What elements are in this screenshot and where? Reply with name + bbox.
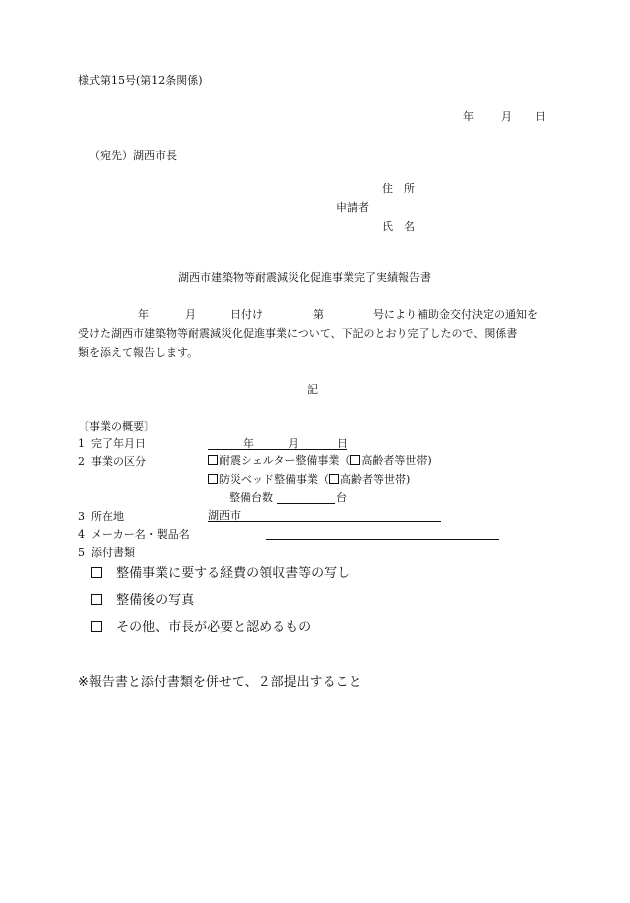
date-day: 日	[535, 110, 546, 123]
item5-label: 添付書類	[91, 546, 135, 559]
count-unit: 台	[336, 491, 347, 504]
attachment-item-1	[91, 567, 350, 580]
attachment-label-1: 整備事業に要する経費の領収書等の写し	[116, 566, 351, 581]
document-title: 湖西市建築物等耐震減災化促進事業完了実績報告書	[178, 271, 431, 284]
overview-heading: 〔事業の概要〕	[78, 420, 155, 433]
attachment-item-2	[91, 594, 194, 607]
count-field[interactable]	[277, 491, 335, 504]
submission-note: ※報告書と添付書類を併せて、２部提出すること	[78, 675, 362, 690]
item3-number: 3	[78, 510, 85, 523]
item4-number: 4	[78, 528, 85, 541]
attachment-checkbox-1[interactable]	[91, 567, 102, 578]
bed-elderly-checkbox[interactable]	[329, 474, 339, 484]
shelter-elderly-label: 高齢者等世帯)	[361, 454, 432, 467]
attachment-item-3	[91, 621, 311, 634]
shelter-label: 耐震シェルター整備事業	[219, 454, 340, 467]
address-label: 住 所	[382, 182, 415, 195]
category-option2	[208, 474, 410, 485]
completion-day: 日	[337, 437, 348, 450]
addressee: （宛先）湖西市長	[89, 149, 177, 162]
attachment-label-2: 整備後の写真	[116, 593, 195, 608]
maker-field[interactable]	[266, 527, 499, 540]
intro-line2: 受けた湖西市建築物等耐震減災化促進事業について、下記のとおり完了したので、関係書	[78, 327, 518, 340]
item1-number: 1	[78, 437, 85, 450]
item3-label: 所在地	[91, 510, 124, 523]
intro-number-prefix: 第	[313, 308, 324, 321]
attachment-label-3: その他、市長が必要と認めるもの	[116, 620, 312, 635]
category-option1	[208, 455, 432, 466]
name-label: 氏 名	[382, 220, 415, 233]
form-number: 様式第15号(第12条関係)	[78, 74, 203, 87]
bed-checkbox[interactable]	[208, 474, 218, 484]
completion-year: 年	[243, 437, 254, 450]
completion-month: 月	[288, 437, 299, 450]
bed-label: 防災ベッド整備事業	[219, 473, 318, 486]
intro-line3: 類を添えて報告します。	[78, 346, 199, 359]
shelter-paren: （	[339, 454, 351, 467]
intro-month: 月	[185, 308, 196, 321]
item2-number: 2	[78, 455, 85, 468]
item4-label: メーカー名・製品名	[91, 528, 190, 541]
ki-heading: 記	[307, 383, 318, 396]
bed-paren: （	[318, 473, 329, 486]
completion-date-field[interactable]	[208, 437, 347, 450]
shelter-elderly-checkbox[interactable]	[350, 455, 360, 465]
attachment-checkbox-3[interactable]	[91, 621, 102, 632]
item5-number: 5	[78, 546, 85, 559]
intro-year: 年	[138, 308, 149, 321]
intro-dated: 日付け	[230, 308, 263, 321]
applicant-label: 申請者	[336, 201, 369, 214]
location-field[interactable]	[208, 509, 441, 522]
date-year: 年	[463, 110, 474, 123]
attachment-checkbox-2[interactable]	[91, 594, 102, 605]
item2-label: 事業の区分	[91, 455, 146, 468]
date-month: 月	[501, 110, 512, 123]
shelter-checkbox[interactable]	[208, 455, 218, 465]
location-city: 湖西市	[208, 509, 241, 522]
item1-label: 完了年月日	[91, 437, 146, 450]
count-label: 整備台数	[229, 491, 273, 504]
bed-elderly-label: 高齢者等世帯)	[340, 473, 411, 486]
intro-line1-tail: 号により補助金交付決定の通知を	[373, 308, 538, 321]
